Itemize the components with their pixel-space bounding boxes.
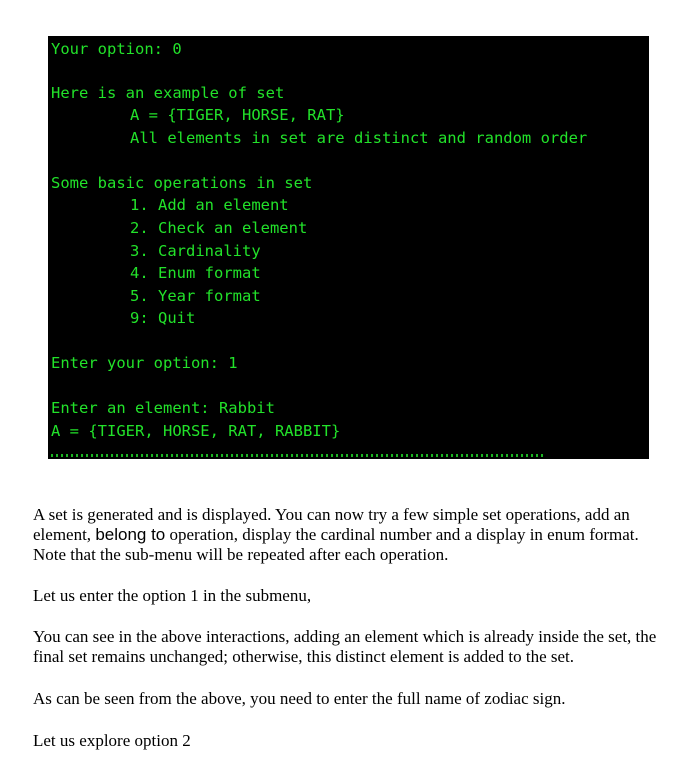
paragraph-text: operation, display the cardinal number and a display in enum format. Note that the sub-menu will be repeated after each operation. (33, 525, 639, 564)
terminal-screenshot (48, 36, 649, 459)
paragraph-text-sans: belong to (95, 525, 166, 544)
paragraph-zodiac: As can be seen from the above, you need to enter the full name of zodiac sign. (33, 689, 566, 708)
terminal-line: A = {TIGER, HORSE, RAT} (130, 106, 345, 124)
terminal-line: 9: Quit (130, 309, 196, 327)
terminal-line: Your option: 0 (51, 40, 182, 58)
terminal-line: Enter your option: 1 (51, 354, 238, 372)
paragraph-option-1: Let us enter the option 1 in the submenu, (33, 586, 312, 605)
terminal-line: Some basic operations in set (51, 174, 313, 192)
terminal-line: Here is an example of set (51, 84, 285, 102)
terminal-line: Enter an element: Rabbit (51, 399, 275, 417)
terminal-line: 2. Check an element (130, 219, 308, 237)
paragraph-interactions: You can see in the above interactions, adding an element which is already inside the set, the final set remains unchanged; otherwise, this distinct element is added to the set. (33, 627, 657, 666)
terminal-line: 4. Enum format (130, 264, 261, 282)
terminal-line: 1. Add an element (130, 196, 289, 214)
terminal-line: 5. Year format (130, 287, 261, 305)
terminal-dotted-rule (51, 454, 546, 457)
paragraph-intro (33, 505, 673, 565)
terminal-line: 3. Cardinality (130, 242, 261, 260)
paragraph-option-2: Let us explore option 2 (33, 731, 191, 750)
terminal-line: All elements in set are distinct and random order (130, 129, 588, 147)
paragraph-text: A set is generated and is displayed. You can now try a few simple set operations, add an element, (33, 505, 630, 544)
terminal-line: A = {TIGER, HORSE, RAT, RABBIT} (51, 422, 341, 440)
